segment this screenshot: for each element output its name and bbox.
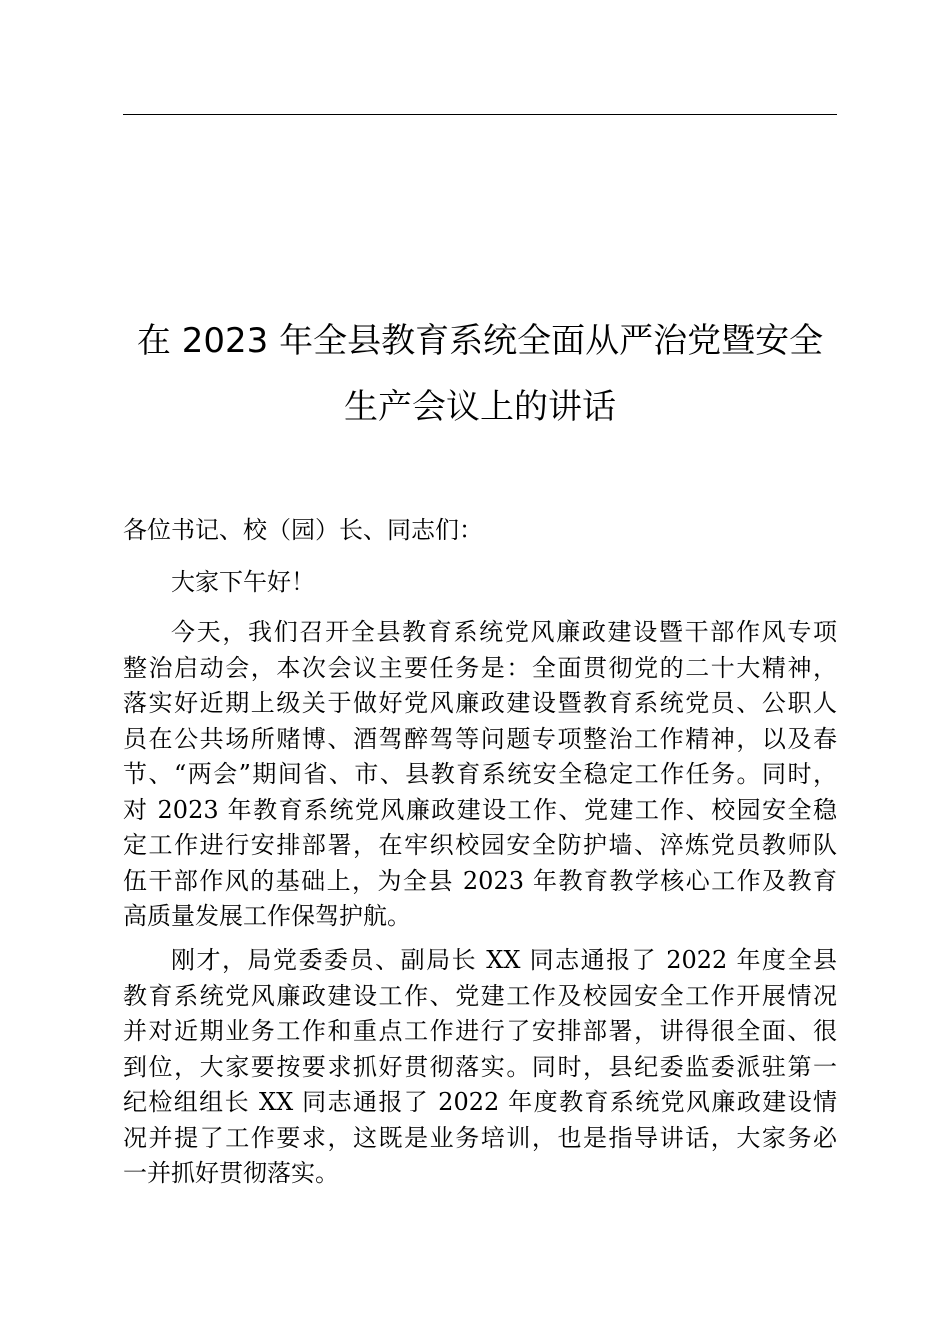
paragraph-line: 员在公共场所赌博、酒驾醉驾等问题专项整治工作精神，以及春	[123, 724, 837, 753]
paragraph-line: 一并抓好贯彻落实。	[123, 1159, 339, 1187]
paragraph-line: 节、“两会”期间省、市、县教育系统安全稳定工作任务。同时，	[123, 760, 837, 788]
paragraph	[123, 615, 837, 935]
paragraph-line: 教育系统党风廉政建设工作、党建工作及校园安全工作开展情况	[123, 981, 837, 1010]
paragraph-line: 定工作进行安排部署，在牢织校园安全防护墙、淬炼党员教师队	[123, 831, 837, 859]
paragraph-line: 伍干部作风的基础上，为全县 2023 年教育教学核心工作及教育	[123, 866, 837, 895]
title-line: 生产会议上的讲话	[344, 387, 616, 427]
document-title	[123, 308, 837, 440]
title-line: 在 2023 年全县教育系统全面从严治党暨安全	[136, 321, 824, 361]
paragraph-line: 对 2023 年教育系统党风廉政建设工作、党建工作、校园安全稳	[123, 795, 837, 824]
paragraph-line: 高质量发展工作保驾护航。	[123, 902, 411, 930]
paragraph-line: 今天，我们召开全县教育系统党风廉政建设暨干部作风专项	[171, 618, 837, 646]
paragraph-line: 并对近期业务工作和重点工作进行了安排部署，讲得很全面、很	[123, 1017, 837, 1045]
salutation: 各位书记、校（园）长、同志们：	[123, 516, 483, 544]
paragraph-line: 整治启动会，本次会议主要任务是：全面贯彻党的二十大精神，	[123, 653, 837, 682]
paragraph-line: 落实好近期上级关于做好党风廉政建设暨教育系统党员、公职人	[123, 689, 837, 717]
paragraph-line: 到位，大家要按要求抓好贯彻落实。同时，县纪委监委派驻第一	[123, 1052, 837, 1081]
paragraph	[123, 943, 837, 1192]
header-rule	[123, 114, 837, 115]
paragraph-line: 刚才，局党委委员、副局长 XX 同志通报了 2022 年度全县	[171, 946, 837, 974]
greeting: 大家下午好！	[171, 568, 315, 596]
paragraph-line: 纪检组组长 XX 同志通报了 2022 年度教育系统党风廉政建设情	[123, 1088, 837, 1116]
paragraph-line: 况并提了工作要求，这既是业务培训，也是指导讲话，大家务必	[123, 1123, 837, 1152]
